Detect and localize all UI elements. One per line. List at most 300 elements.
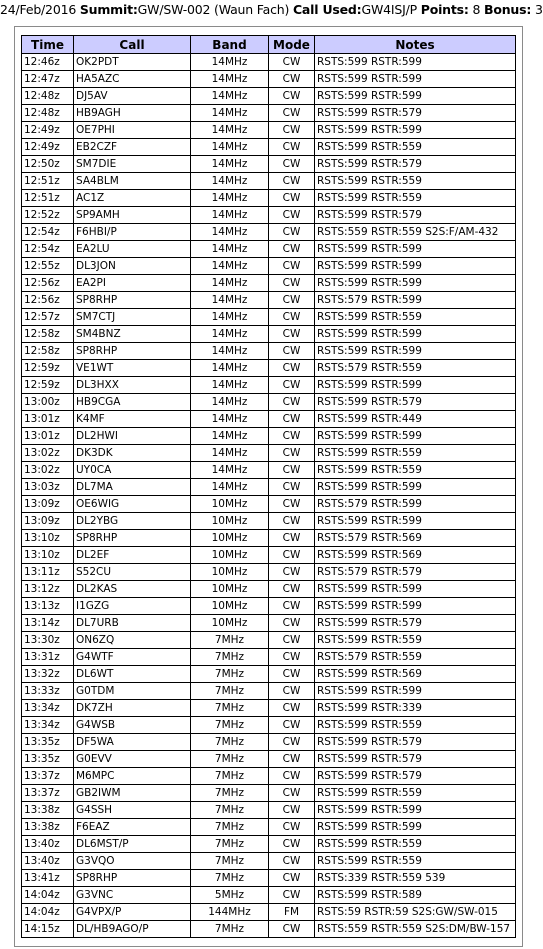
activation-date: 24/Feb/2016 (0, 2, 77, 17)
cell-notes: RSTS:599 RSTR:569 (315, 666, 516, 683)
cell-mode: CW (269, 275, 315, 292)
cell-time: 13:09z (22, 513, 74, 530)
cell-mode: CW (269, 377, 315, 394)
cell-call: G4WSB (74, 717, 191, 734)
table-row (22, 343, 516, 360)
cell-call: G4WTF (74, 649, 191, 666)
cell-time: 13:10z (22, 530, 74, 547)
cell-time: 13:38z (22, 802, 74, 819)
table-row (22, 836, 516, 853)
cell-mode: CW (269, 700, 315, 717)
summit-value: GW/SW-002 (Waun Fach) (137, 2, 290, 17)
cell-call: HB9CGA (74, 394, 191, 411)
cell-call: DK7ZH (74, 700, 191, 717)
table-row (22, 258, 516, 275)
cell-time: 12:58z (22, 326, 74, 343)
column-header-time: Time (22, 36, 74, 54)
cell-call: GB2IWM (74, 785, 191, 802)
cell-mode: CW (269, 530, 315, 547)
cell-band: 10MHz (191, 615, 269, 632)
cell-call: SP8RHP (74, 870, 191, 887)
cell-band: 14MHz (191, 360, 269, 377)
cell-band: 14MHz (191, 479, 269, 496)
cell-notes: RSTS:599 RSTR:599 (315, 258, 516, 275)
table-row (22, 275, 516, 292)
cell-band: 10MHz (191, 581, 269, 598)
cell-notes: RSTS:599 RSTR:559 (315, 190, 516, 207)
cell-notes: RSTS:599 RSTR:559 (315, 462, 516, 479)
cell-band: 7MHz (191, 870, 269, 887)
cell-time: 13:14z (22, 615, 74, 632)
cell-mode: CW (269, 734, 315, 751)
cell-time: 12:58z (22, 343, 74, 360)
cell-time: 13:37z (22, 785, 74, 802)
cell-time: 13:03z (22, 479, 74, 496)
cell-mode: CW (269, 870, 315, 887)
cell-notes: RSTS:599 RSTR:599 (315, 343, 516, 360)
cell-mode: CW (269, 207, 315, 224)
call-used-label: Call Used: (292, 2, 362, 17)
cell-mode: CW (269, 445, 315, 462)
cell-band: 14MHz (191, 241, 269, 258)
table-row (22, 853, 516, 870)
cell-time: 12:51z (22, 190, 74, 207)
table-row (22, 700, 516, 717)
cell-band: 7MHz (191, 734, 269, 751)
cell-band: 10MHz (191, 496, 269, 513)
table-row (22, 734, 516, 751)
cell-notes: RSTS:599 RSTR:599 (315, 598, 516, 615)
points-value: 8 (472, 2, 481, 17)
cell-band: 14MHz (191, 394, 269, 411)
cell-band: 7MHz (191, 751, 269, 768)
cell-notes: RSTS:559 RSTR:559 S2S:DM/BW-157 (315, 921, 516, 938)
cell-notes: RSTS:599 RSTR:589 (315, 887, 516, 904)
cell-mode: CW (269, 139, 315, 156)
cell-call: DL2EF (74, 547, 191, 564)
cell-band: 10MHz (191, 530, 269, 547)
cell-band: 14MHz (191, 190, 269, 207)
cell-notes: RSTS:599 RSTR:559 (315, 309, 516, 326)
cell-mode: CW (269, 768, 315, 785)
cell-time: 13:01z (22, 411, 74, 428)
cell-notes: RSTS:579 RSTR:579 (315, 564, 516, 581)
cell-call: SP8RHP (74, 292, 191, 309)
cell-notes: RSTS:599 RSTR:599 (315, 275, 516, 292)
qso-log-table (21, 35, 516, 938)
cell-band: 14MHz (191, 326, 269, 343)
cell-notes: RSTS:599 RSTR:579 (315, 207, 516, 224)
table-row (22, 173, 516, 190)
cell-call: G4VPX/P (74, 904, 191, 921)
cell-notes: RSTS:599 RSTR:599 (315, 428, 516, 445)
cell-notes: RSTS:599 RSTR:559 (315, 445, 516, 462)
cell-time: 12:51z (22, 173, 74, 190)
table-row (22, 71, 516, 88)
cell-mode: CW (269, 173, 315, 190)
cell-mode: CW (269, 343, 315, 360)
cell-call: SM7DIE (74, 156, 191, 173)
table-row (22, 751, 516, 768)
cell-time: 12:54z (22, 224, 74, 241)
table-row (22, 615, 516, 632)
cell-call: DL7MA (74, 479, 191, 496)
cell-band: 14MHz (191, 292, 269, 309)
cell-call: SP9AMH (74, 207, 191, 224)
cell-time: 13:01z (22, 428, 74, 445)
cell-call: AC1Z (74, 190, 191, 207)
table-row (22, 666, 516, 683)
cell-time: 13:35z (22, 734, 74, 751)
cell-mode: CW (269, 224, 315, 241)
cell-band: 7MHz (191, 853, 269, 870)
cell-time: 12:50z (22, 156, 74, 173)
table-row (22, 377, 516, 394)
table-row (22, 139, 516, 156)
table-row (22, 904, 516, 921)
cell-time: 13:13z (22, 598, 74, 615)
cell-call: DF5WA (74, 734, 191, 751)
cell-band: 14MHz (191, 377, 269, 394)
column-header-call: Call (74, 36, 191, 54)
cell-time: 13:31z (22, 649, 74, 666)
cell-call: M6MPC (74, 768, 191, 785)
cell-notes: RSTS:599 RSTR:579 (315, 751, 516, 768)
cell-band: 14MHz (191, 445, 269, 462)
cell-call: OK2PDT (74, 54, 191, 71)
log-frame (14, 26, 523, 947)
cell-band: 14MHz (191, 88, 269, 105)
cell-time: 12:47z (22, 71, 74, 88)
table-row (22, 513, 516, 530)
cell-time: 12:52z (22, 207, 74, 224)
cell-call: DL2YBG (74, 513, 191, 530)
cell-time: 12:56z (22, 292, 74, 309)
cell-band: 14MHz (191, 105, 269, 122)
cell-time: 12:46z (22, 54, 74, 71)
cell-call: HB9AGH (74, 105, 191, 122)
cell-time: 13:34z (22, 717, 74, 734)
cell-notes: RSTS:599 RSTR:599 (315, 241, 516, 258)
cell-mode: CW (269, 853, 315, 870)
cell-call: SP8RHP (74, 343, 191, 360)
cell-time: 14:04z (22, 887, 74, 904)
cell-call: DL7URB (74, 615, 191, 632)
cell-call: DL3HXX (74, 377, 191, 394)
cell-mode: CW (269, 802, 315, 819)
cell-band: 7MHz (191, 649, 269, 666)
cell-mode: CW (269, 564, 315, 581)
cell-call: F6HBI/P (74, 224, 191, 241)
table-body (22, 54, 516, 938)
table-row (22, 819, 516, 836)
table-row (22, 428, 516, 445)
cell-notes: RSTS:599 RSTR:599 (315, 71, 516, 88)
table-row (22, 802, 516, 819)
cell-notes: RSTS:599 RSTR:599 (315, 54, 516, 71)
table-row (22, 207, 516, 224)
cell-time: 13:02z (22, 462, 74, 479)
cell-band: 10MHz (191, 513, 269, 530)
cell-band: 7MHz (191, 836, 269, 853)
cell-time: 14:04z (22, 904, 74, 921)
cell-time: 13:37z (22, 768, 74, 785)
table-row (22, 887, 516, 904)
cell-notes: RSTS:599 RSTR:579 (315, 156, 516, 173)
cell-mode: CW (269, 190, 315, 207)
cell-band: 7MHz (191, 921, 269, 938)
cell-mode: CW (269, 462, 315, 479)
cell-time: 12:59z (22, 360, 74, 377)
cell-time: 13:40z (22, 853, 74, 870)
cell-notes: RSTS:599 RSTR:569 (315, 547, 516, 564)
cell-call: G0TDM (74, 683, 191, 700)
cell-time: 13:12z (22, 581, 74, 598)
cell-notes: RSTS:579 RSTR:599 (315, 292, 516, 309)
table-row (22, 564, 516, 581)
cell-mode: CW (269, 428, 315, 445)
cell-mode: CW (269, 411, 315, 428)
cell-notes: RSTS:579 RSTR:559 (315, 360, 516, 377)
cell-mode: CW (269, 649, 315, 666)
cell-call: DL6WT (74, 666, 191, 683)
table-row (22, 122, 516, 139)
cell-band: 14MHz (191, 122, 269, 139)
cell-notes: RSTS:599 RSTR:599 (315, 479, 516, 496)
cell-call: I1GZG (74, 598, 191, 615)
cell-call: SM4BNZ (74, 326, 191, 343)
cell-call: DK3DK (74, 445, 191, 462)
cell-mode: CW (269, 666, 315, 683)
table-row (22, 921, 516, 938)
cell-mode: CW (269, 819, 315, 836)
table-row (22, 462, 516, 479)
cell-notes: RSTS:599 RSTR:559 (315, 853, 516, 870)
cell-time: 12:59z (22, 377, 74, 394)
bonus-label: Bonus: (484, 2, 532, 17)
cell-mode: CW (269, 394, 315, 411)
cell-notes: RSTS:599 RSTR:559 (315, 785, 516, 802)
cell-notes: RSTS:599 RSTR:559 (315, 717, 516, 734)
cell-notes: RSTS:599 RSTR:599 (315, 326, 516, 343)
cell-mode: CW (269, 241, 315, 258)
cell-call: G0EVV (74, 751, 191, 768)
cell-call: EA2LU (74, 241, 191, 258)
cell-notes: RSTS:599 RSTR:599 (315, 683, 516, 700)
cell-notes: RSTS:599 RSTR:599 (315, 88, 516, 105)
cell-mode: CW (269, 513, 315, 530)
cell-notes: RSTS:599 RSTR:579 (315, 394, 516, 411)
points-label: Points: (420, 2, 469, 17)
cell-band: 14MHz (191, 71, 269, 88)
table-row (22, 598, 516, 615)
table-row (22, 156, 516, 173)
cell-time: 13:41z (22, 870, 74, 887)
cell-mode: FM (269, 904, 315, 921)
cell-mode: CW (269, 581, 315, 598)
cell-mode: CW (269, 71, 315, 88)
cell-time: 13:33z (22, 683, 74, 700)
cell-band: 5MHz (191, 887, 269, 904)
cell-mode: CW (269, 105, 315, 122)
cell-time: 12:49z (22, 122, 74, 139)
cell-band: 7MHz (191, 819, 269, 836)
table-row (22, 649, 516, 666)
cell-notes: RSTS:599 RSTR:339 (315, 700, 516, 717)
table-row (22, 411, 516, 428)
table-row (22, 224, 516, 241)
cell-mode: CW (269, 479, 315, 496)
cell-call: F6EAZ (74, 819, 191, 836)
cell-notes: RSTS:599 RSTR:599 (315, 377, 516, 394)
table-row (22, 292, 516, 309)
cell-time: 13:32z (22, 666, 74, 683)
cell-mode: CW (269, 258, 315, 275)
cell-band: 7MHz (191, 768, 269, 785)
table-row (22, 683, 516, 700)
cell-time: 12:56z (22, 275, 74, 292)
cell-mode: CW (269, 326, 315, 343)
column-header-band: Band (191, 36, 269, 54)
cell-band: 14MHz (191, 139, 269, 156)
cell-time: 13:34z (22, 700, 74, 717)
cell-mode: CW (269, 751, 315, 768)
cell-band: 14MHz (191, 411, 269, 428)
cell-call: K4MF (74, 411, 191, 428)
cell-mode: CW (269, 683, 315, 700)
cell-mode: CW (269, 309, 315, 326)
cell-notes: RSTS:599 RSTR:579 (315, 768, 516, 785)
cell-band: 14MHz (191, 156, 269, 173)
cell-notes: RSTS:559 RSTR:559 S2S:F/AM-432 (315, 224, 516, 241)
cell-band: 14MHz (191, 54, 269, 71)
cell-call: DL2KAS (74, 581, 191, 598)
cell-call: UY0CA (74, 462, 191, 479)
cell-time: 12:48z (22, 88, 74, 105)
cell-mode: CW (269, 615, 315, 632)
cell-notes: RSTS:599 RSTR:599 (315, 122, 516, 139)
cell-band: 14MHz (191, 343, 269, 360)
cell-time: 13:02z (22, 445, 74, 462)
cell-time: 13:11z (22, 564, 74, 581)
cell-time: 13:35z (22, 751, 74, 768)
cell-mode: CW (269, 122, 315, 139)
cell-band: 14MHz (191, 428, 269, 445)
cell-notes: RSTS:579 RSTR:569 (315, 530, 516, 547)
cell-time: 12:54z (22, 241, 74, 258)
cell-time: 13:10z (22, 547, 74, 564)
cell-band: 14MHz (191, 224, 269, 241)
cell-call: OE7PHI (74, 122, 191, 139)
cell-mode: CW (269, 547, 315, 564)
cell-time: 13:40z (22, 836, 74, 853)
cell-notes: RSTS:339 RSTR:559 539 (315, 870, 516, 887)
cell-mode: CW (269, 360, 315, 377)
cell-call: ON6ZQ (74, 632, 191, 649)
cell-notes: RSTS:599 RSTR:599 (315, 513, 516, 530)
table-row (22, 479, 516, 496)
cell-band: 14MHz (191, 207, 269, 224)
cell-notes: RSTS:599 RSTR:599 (315, 581, 516, 598)
table-row (22, 530, 516, 547)
cell-call: G4SSH (74, 802, 191, 819)
cell-time: 13:38z (22, 819, 74, 836)
call-used-value: GW4ISJ/P (361, 2, 417, 17)
cell-notes: RSTS:599 RSTR:559 (315, 836, 516, 853)
cell-time: 12:55z (22, 258, 74, 275)
activation-header (0, 2, 543, 18)
cell-call: G3VNC (74, 887, 191, 904)
cell-notes: RSTS:599 RSTR:559 (315, 139, 516, 156)
cell-band: 7MHz (191, 700, 269, 717)
cell-call: DL/HB9AGO/P (74, 921, 191, 938)
bonus-value: 3 (534, 2, 543, 17)
table-row (22, 326, 516, 343)
cell-call: VE1WT (74, 360, 191, 377)
cell-band: 7MHz (191, 683, 269, 700)
cell-band: 10MHz (191, 598, 269, 615)
cell-call: DL6MST/P (74, 836, 191, 853)
table-row (22, 581, 516, 598)
cell-notes: RSTS:579 RSTR:599 (315, 496, 516, 513)
cell-mode: CW (269, 785, 315, 802)
table-row (22, 785, 516, 802)
table-row (22, 54, 516, 71)
cell-band: 7MHz (191, 666, 269, 683)
cell-time: 12:57z (22, 309, 74, 326)
summit-label: Summit: (79, 2, 138, 17)
cell-mode: CW (269, 887, 315, 904)
table-row (22, 105, 516, 122)
cell-time: 13:09z (22, 496, 74, 513)
cell-time: 13:00z (22, 394, 74, 411)
cell-notes: RSTS:599 RSTR:599 (315, 802, 516, 819)
cell-band: 14MHz (191, 173, 269, 190)
table-row (22, 190, 516, 207)
table-row (22, 768, 516, 785)
table-row (22, 870, 516, 887)
column-header-notes: Notes (315, 36, 516, 54)
cell-call: OE6WIG (74, 496, 191, 513)
table-row (22, 360, 516, 377)
cell-band: 7MHz (191, 717, 269, 734)
cell-band: 14MHz (191, 275, 269, 292)
cell-call: EB2CZF (74, 139, 191, 156)
cell-mode: CW (269, 632, 315, 649)
table-row (22, 394, 516, 411)
cell-notes: RSTS:599 RSTR:579 (315, 734, 516, 751)
cell-time: 12:49z (22, 139, 74, 156)
cell-call: G3VQO (74, 853, 191, 870)
cell-call: DL2HWI (74, 428, 191, 445)
table-row (22, 88, 516, 105)
table-row (22, 632, 516, 649)
cell-band: 14MHz (191, 309, 269, 326)
table-header-row (22, 36, 516, 54)
table-row (22, 717, 516, 734)
cell-band: 10MHz (191, 547, 269, 564)
cell-band: 144MHz (191, 904, 269, 921)
cell-mode: CW (269, 54, 315, 71)
cell-mode: CW (269, 717, 315, 734)
cell-time: 12:48z (22, 105, 74, 122)
cell-mode: CW (269, 921, 315, 938)
table-row (22, 309, 516, 326)
cell-call: S52CU (74, 564, 191, 581)
cell-mode: CW (269, 88, 315, 105)
cell-notes: RSTS:599 RSTR:559 (315, 632, 516, 649)
cell-call: DL3JON (74, 258, 191, 275)
